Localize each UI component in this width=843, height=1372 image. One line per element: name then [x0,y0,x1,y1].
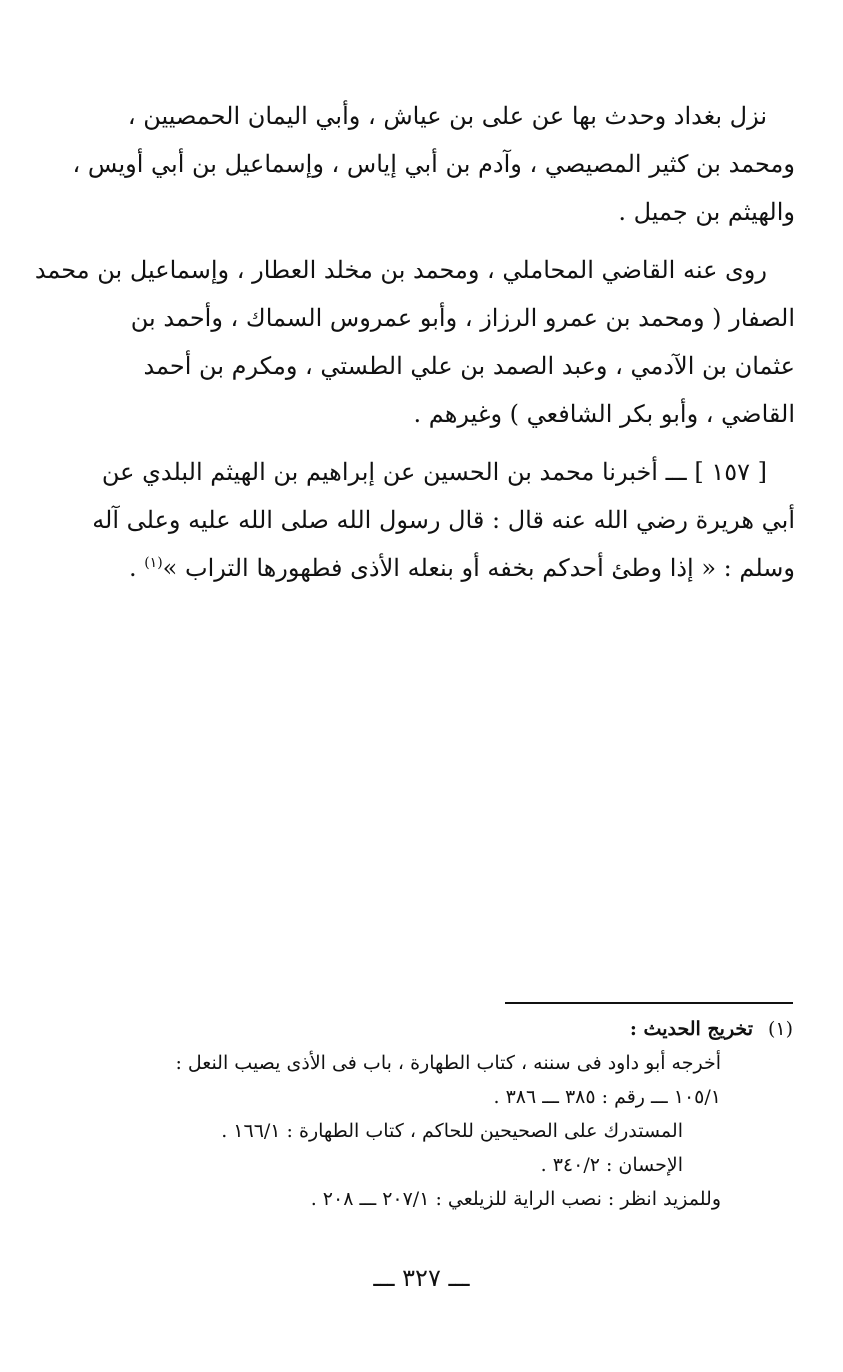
footnote-line: أخرجه أبو داود فى سننه ، كتاب الطهارة ، باب فى الأذى يصيب النعل : [175,1052,721,1074]
page-number: ـــ ٣٢٧ ـــ [373,1264,470,1292]
paragraph-biography [72,92,795,236]
text-line: أبي هريرة رضي الله عنه قال : قال رسول الله صلى الله عليه وعلى آله [92,506,795,534]
footnotes [100,1012,793,1216]
text-line: نزل بغداد وحدث بها عن على بن عياش ، وأبي اليمان الحمصيين ، [127,102,767,130]
text-line: عثمان بن الآدمي ، وعبد الصمد بن علي الطستي ، ومكرم بن أحمد [143,352,795,380]
text-line: ومحمد بن كثير المصيصي ، وآدم بن أبي إياس ، وإسماعيل بن أبي أويس ، [72,150,795,178]
paragraph-narrators [34,246,795,438]
footnote-line: المستدرك على الصحيحين للحاكم ، كتاب الطهارة : ١٦٦/١ . [221,1120,683,1142]
footnote-line: ١٠٥/١ ـــ رقم : ٣٨٥ ـــ ٣٨٦ . [493,1086,721,1108]
hadith-text: وسلم : « إذا وطئ أحدكم بخفه أو بنعله الأذى فطهورها التراب » [162,554,795,582]
footnote-title: تخريج الحديث : [629,1018,753,1040]
footnote-number: (١) [767,1018,793,1040]
paragraph-hadith [92,448,795,592]
text-line: والهيثم بن جميل . [618,198,795,226]
text-line-last [128,544,795,592]
footnote-line: الإحسان : ٣٤٠/٢ . [540,1154,683,1176]
main-text [34,92,795,592]
footnote-reference[interactable]: (١) [144,555,163,571]
footnote-heading [100,1012,793,1046]
footnote-separator [505,1002,793,1004]
text-line: [ ١٥٧ ] ـــ أخبرنا محمد بن الحسين عن إبراهيم بن الهيثم البلدي عن [101,458,767,486]
text-line: الصفار ( ومحمد بن عمرو الرزاز ، وأبو عمروس السماك ، وأحمد بن [130,304,795,332]
text-line: القاضي ، وأبو بكر الشافعي ) وغيرهم . [413,400,795,428]
footnote-line: وللمزيد انظر : نصب الراية للزيلعي : ٢٠٧/١ ـــ ٢٠٨ . [310,1188,721,1210]
text-line: روى عنه القاضي المحاملي ، ومحمد بن مخلد العطار ، وإسماعيل بن محمد [34,256,767,284]
closing-period: . [128,554,145,582]
